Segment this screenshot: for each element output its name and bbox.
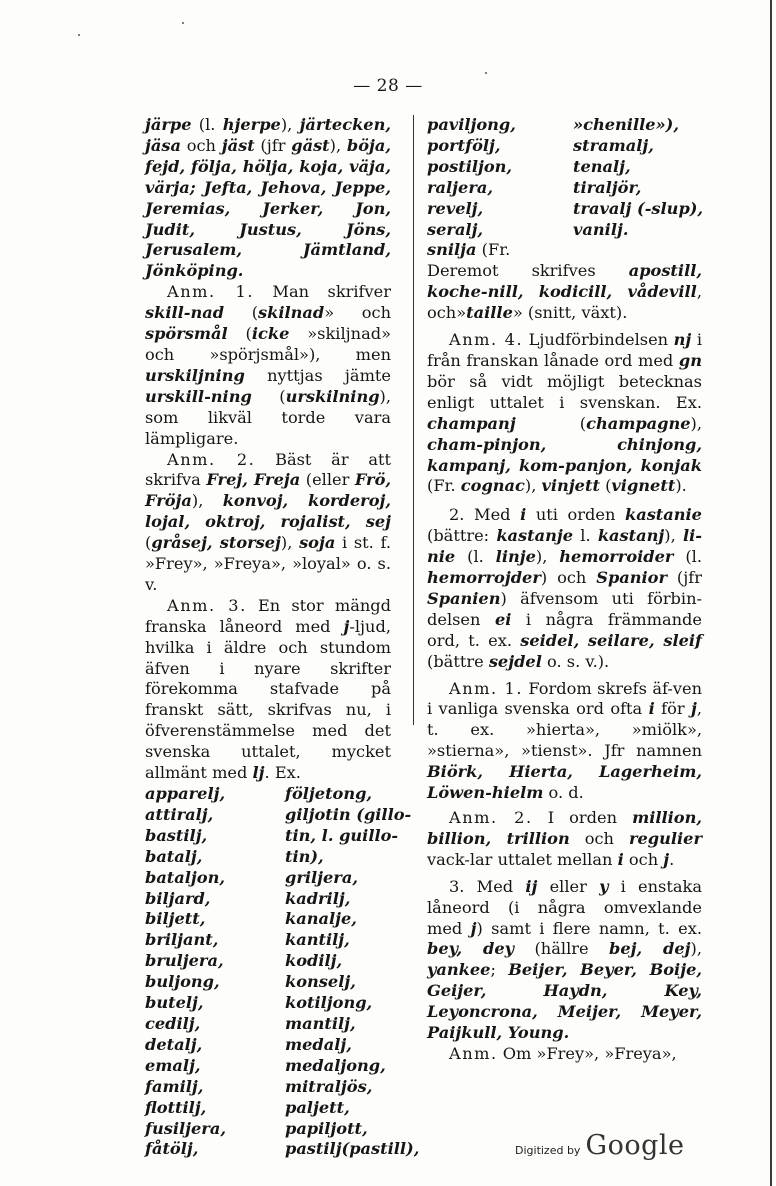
word-entry: griljera, xyxy=(285,867,358,887)
anm-3-note xyxy=(145,596,391,784)
word-entry: kotiljong, xyxy=(285,993,373,1013)
italic-term: vinjett xyxy=(541,476,600,496)
word-entry: biljard, xyxy=(145,888,211,908)
text-run: o. s. v.). xyxy=(541,651,610,671)
italic-term: Spanior xyxy=(596,568,668,588)
italic-term: järtecken, jäsa xyxy=(145,115,392,155)
word-entry: attiralj, xyxy=(145,804,214,824)
text-run: (eller xyxy=(300,470,355,490)
italic-term: soja xyxy=(299,533,336,553)
italic-term: cham-pinjon, chinjong, kampanj, kom-panjon, konjak xyxy=(427,434,702,475)
text-run: uti orden xyxy=(526,505,625,525)
section-3-paragraph xyxy=(427,877,702,1044)
text-run: ( xyxy=(599,476,612,496)
word-entry: följetong, xyxy=(285,784,373,803)
text-run: och xyxy=(180,135,222,155)
text-run: (jfr xyxy=(254,135,292,155)
lj-word-list-continued xyxy=(427,115,702,240)
italic-term: j xyxy=(470,918,477,938)
anm-1-note xyxy=(145,282,391,449)
italic-term: champagne xyxy=(586,413,691,433)
italic-term: Frej, Freja xyxy=(206,470,301,490)
word-entry: kodilj, xyxy=(285,951,343,971)
italic-term: böja, fejd, följa, hölja, koja, väja, värja; Jefta, Jehova, Jeppe, Jeremias, Jerker, Jon, Judit, Justus, Jöns, Jerusalem, Jämtland, Jönköping. xyxy=(145,135,392,281)
scan-speck xyxy=(182,22,184,24)
word-entry: raljera, xyxy=(427,177,493,197)
word-entry: giljotin (gillo- xyxy=(285,804,412,824)
text-run: » och xyxy=(324,303,391,323)
italic-term: gråsej, storsej xyxy=(151,533,281,553)
italic-term: lj xyxy=(252,763,265,783)
word-entry: tin), xyxy=(285,846,324,866)
text-run: ). xyxy=(675,476,687,496)
word-entry: detalj, xyxy=(145,1034,203,1054)
snilja-line xyxy=(427,240,702,261)
page-number: — 28 — xyxy=(353,76,423,96)
word-entry: mitraljös, xyxy=(285,1076,373,1096)
word-entry: revelj, xyxy=(427,198,484,218)
digitized-by-label: Digitized by xyxy=(515,1144,581,1157)
word-entry: portfölj, xyxy=(427,135,501,155)
section-2-paragraph xyxy=(427,505,702,672)
text-run: o. d. xyxy=(543,783,584,803)
paragraph-jarpe xyxy=(145,115,391,282)
text-run: . Ex. xyxy=(264,763,301,783)
text-run: Ljudförbindelsen xyxy=(523,330,674,350)
italic-term: vignett xyxy=(611,476,676,496)
text-run: i st. f. »Frey», »Freya», »loyal» o. s. v. xyxy=(145,533,392,594)
italic-term: nj xyxy=(673,330,692,350)
digitized-by-watermark xyxy=(515,1130,685,1161)
text-run: ) samt i flere namn, t. ex. xyxy=(476,918,703,938)
text-run: , t. ex. »hierta», »miölk», »stierna», »tienst». Jfr namnen xyxy=(427,699,702,761)
text-run: ; xyxy=(490,960,509,980)
note-label: Anm. 3. xyxy=(167,595,247,615)
note-label: Anm. 1. xyxy=(167,282,254,302)
italic-term: Biörk, Hierta, Lagerheim, Löwen-hielm xyxy=(427,762,702,803)
word-entry: »chenille»), xyxy=(573,115,679,134)
italic-term: seidel, seilare, sleif xyxy=(520,630,703,650)
word-entry: kantilj, xyxy=(285,930,350,950)
italic-term: Beijer, Beyer, Boije, Geijer, Haydn, Key, Leyoncrona, Meijer, Meyer, Paijkull, Young. xyxy=(427,960,702,1043)
text-run: ), xyxy=(664,526,683,546)
text-run: En stor mängd franska låneord med xyxy=(145,595,392,636)
text-run: Deremot skrifves xyxy=(427,261,629,281)
text-run: (l. xyxy=(673,547,702,567)
text-run: ), xyxy=(690,939,702,959)
italic-term: bej, dej xyxy=(609,939,691,959)
note-label: Anm. 2. xyxy=(449,808,533,827)
word-entry: apparelj, xyxy=(145,784,226,803)
italic-term: regulier xyxy=(628,828,702,848)
final-anm-line xyxy=(427,1044,702,1065)
italic-term: ij xyxy=(525,876,538,896)
word-entry: cedilj, xyxy=(145,1013,201,1033)
text-run: »skiljnad» och »spörjsmål»), men xyxy=(145,324,391,364)
italic-term: jäst xyxy=(221,135,255,155)
anm-4-note xyxy=(427,330,702,497)
italic-term: linje xyxy=(495,547,536,567)
word-entry: medalj, xyxy=(285,1034,352,1054)
text-run: (Fr. xyxy=(476,240,511,260)
italic-term: konvoj, korderoj, lojal, oktroj, rojalist, sej xyxy=(145,491,391,532)
italic-term: spörsmål xyxy=(145,324,228,344)
text-run: i enstaka låneord (i några omvexlande med xyxy=(427,876,702,938)
word-entry: buljong, xyxy=(145,972,220,992)
italic-term: kastanje xyxy=(496,526,574,546)
text-run: -ljud, hvilka i äldre och stundom äfven i nyare skrifter förekomma stafvade på franskt sätt, skrifvas nu, i öfverenstämmelse med det svenska uttalet, mycket allmänt med xyxy=(145,616,391,783)
word-entry: bruljera, xyxy=(145,951,224,971)
italic-term: apostill, koche-nill, kodicill, vådevill xyxy=(427,261,702,302)
text-run: ), xyxy=(690,413,702,433)
text-run: (l. xyxy=(455,547,496,567)
italic-term: j xyxy=(663,849,670,869)
italic-term: icke xyxy=(251,324,290,344)
italic-term: taille xyxy=(466,303,513,323)
text-run: ), xyxy=(280,115,300,134)
section-2-anm-2 xyxy=(427,808,702,871)
word-entry: postiljon, xyxy=(427,156,513,176)
text-run: ) och xyxy=(540,568,597,588)
italic-term: kastanie xyxy=(624,505,702,525)
word-entry: pastilj(pastill), xyxy=(285,1139,420,1159)
word-entry: papiljott, xyxy=(285,1118,368,1138)
italic-term: y xyxy=(599,876,609,896)
word-entry: flottilj, xyxy=(145,1097,207,1117)
word-entry: medaljong, xyxy=(285,1055,386,1075)
text-run: och xyxy=(623,849,664,869)
text-run: (jfr xyxy=(667,568,703,588)
word-entry: fusiljera, xyxy=(145,1118,226,1138)
italic-term: i xyxy=(520,505,527,525)
text-run: vack-lar uttalet mellan xyxy=(427,849,618,869)
text-run: för xyxy=(654,699,691,719)
text-run: Bäst är att skrifva xyxy=(145,449,391,490)
word-entry: fåtölj, xyxy=(145,1139,199,1159)
italic-term: million, billion, trillion xyxy=(427,808,702,848)
italic-term: i xyxy=(648,699,655,719)
scan-edge-line xyxy=(770,0,772,1186)
italic-term: urskill-ning xyxy=(145,386,252,406)
text-run: bör så vidt möjligt betecknas enligt uttalet i svenskan. Ex. xyxy=(427,371,702,412)
anm-2-note xyxy=(145,450,391,596)
word-entry: kadrilj, xyxy=(285,888,351,908)
italic-term: li-nie xyxy=(427,526,702,567)
word-entry: mantilj, xyxy=(285,1013,356,1033)
text-run: i från franskan lånade ord med xyxy=(427,330,703,370)
word-entry: paviljong, xyxy=(427,115,516,134)
column-rule xyxy=(413,115,414,725)
text-run: ), xyxy=(191,491,223,511)
text-run: ( xyxy=(224,303,259,323)
italic-term: yankee xyxy=(427,960,491,980)
italic-term: cognac xyxy=(460,476,525,496)
lj-word-list xyxy=(145,784,420,1160)
italic-term: i xyxy=(617,849,624,869)
italic-term: snilja xyxy=(427,240,477,260)
italic-term: kastanj xyxy=(597,526,665,546)
text-run: Man skrifver xyxy=(254,282,392,302)
italic-term: j xyxy=(343,616,350,636)
deremot-paragraph xyxy=(427,261,702,324)
word-entry: kanalje, xyxy=(285,909,357,929)
italic-term: champanj xyxy=(427,413,516,433)
italic-term: hjerpe xyxy=(222,115,281,134)
word-entry: vanilj. xyxy=(573,219,629,239)
italic-term: järpe xyxy=(145,115,192,134)
italic-term: gäst xyxy=(291,135,330,155)
text-run: l. xyxy=(573,526,598,546)
text-run: (hällre xyxy=(514,939,609,959)
text-run: ), xyxy=(280,533,300,553)
word-entry: konselj, xyxy=(285,972,356,992)
italic-term: hemorroider xyxy=(559,547,674,567)
italic-term: j xyxy=(690,699,697,719)
italic-term: urskilning xyxy=(285,386,380,406)
text-run: (bättre: xyxy=(427,526,497,546)
section-2-anm-1 xyxy=(427,679,702,804)
scan-speck xyxy=(485,72,487,74)
text-run: ( xyxy=(227,324,252,344)
text-run: (bättre xyxy=(427,651,489,671)
word-entry: butelj, xyxy=(145,993,204,1013)
word-entry: briljant, xyxy=(145,930,219,950)
word-entry: tin, l. guillo- xyxy=(285,825,399,845)
italic-term: bey, dey xyxy=(427,939,515,959)
italic-term: skill-nad xyxy=(145,303,225,323)
text-run: ( xyxy=(515,413,587,433)
text-run: nyttjas jämte xyxy=(244,365,391,385)
word-entry: biljett, xyxy=(145,909,206,929)
word-entry: seralj, xyxy=(427,219,484,239)
text-run: I orden xyxy=(532,808,633,827)
text-run: Fordom skrefs äf-ven i vanliga svenska ord ofta xyxy=(427,678,703,719)
note-label: Anm. 1. xyxy=(449,678,523,698)
text-run: ), xyxy=(535,547,560,567)
left-column xyxy=(145,115,420,1160)
google-logo-text: Google xyxy=(585,1130,685,1161)
text-run: , och» xyxy=(427,282,702,323)
text-run: » (snitt, växt). xyxy=(512,303,628,323)
note-label: Anm. 4. xyxy=(449,330,524,350)
italic-term: Spanien xyxy=(427,588,501,608)
italic-term: ei xyxy=(494,609,512,629)
text-run: (l. xyxy=(191,115,223,134)
scan-speck xyxy=(78,34,80,36)
text-run: ( xyxy=(251,386,286,406)
word-entry: tenalj, xyxy=(573,156,631,176)
word-entry: paljett, xyxy=(285,1097,350,1117)
text-run: eller xyxy=(537,876,600,896)
word-entry: familj, xyxy=(145,1076,204,1096)
text-run: och xyxy=(569,828,629,848)
note-label: Anm. 2. xyxy=(167,449,256,469)
italic-term: urskiljning xyxy=(145,365,245,385)
word-entry: tiraljör, xyxy=(573,177,642,197)
italic-term: Frö, Fröja xyxy=(145,470,392,511)
italic-term: sejdel xyxy=(488,651,542,671)
text-run: Om »Frey», »Freya», xyxy=(497,1043,677,1063)
text-run: 3. Med xyxy=(449,876,526,896)
text-run: 2. Med xyxy=(449,505,521,525)
italic-term: gn xyxy=(678,350,702,370)
word-entry: bastilj, xyxy=(145,825,208,845)
text-run: ( xyxy=(145,533,152,553)
text-run: ), xyxy=(329,135,347,155)
text-run: i några främmande ord, t. ex. xyxy=(427,609,702,650)
word-entry: travalj (-slup), xyxy=(573,198,704,218)
word-entry: stramalj, xyxy=(573,135,654,155)
text-run: . xyxy=(669,849,675,869)
right-column xyxy=(427,115,702,1065)
text-run: ), som likväl torde vara lämpligare. xyxy=(145,386,391,448)
text-run: (Fr. xyxy=(427,476,461,496)
text-run: ) äfvensom uti förbin-delsen xyxy=(427,588,702,629)
text-run: ), xyxy=(524,476,542,496)
note-label: Anm. xyxy=(449,1043,498,1063)
word-entry: emalj, xyxy=(145,1055,201,1075)
word-entry: bataljon, xyxy=(145,867,225,887)
word-entry: batalj, xyxy=(145,846,203,866)
italic-term: skilnad xyxy=(258,303,325,323)
italic-term: hemorrojder xyxy=(427,568,541,588)
